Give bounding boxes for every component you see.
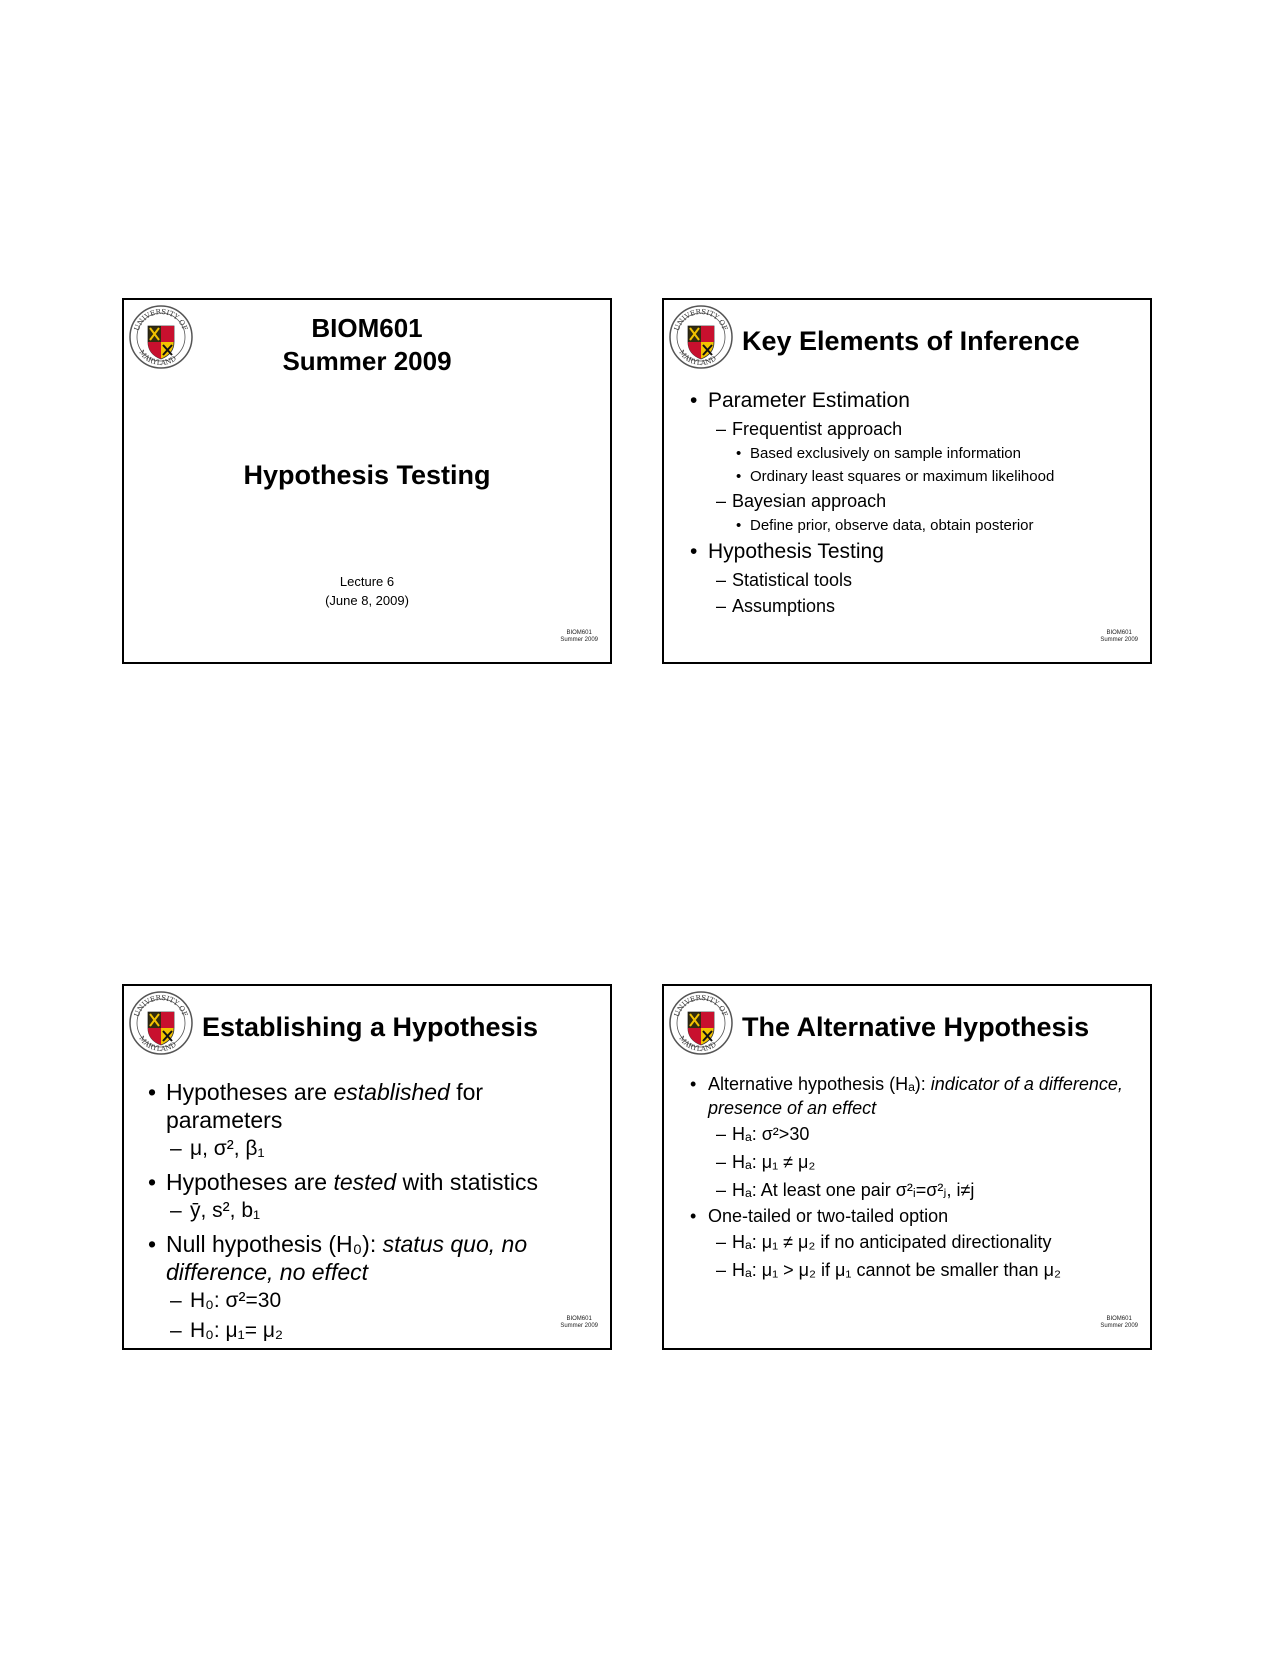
list-item: • One-tailed or two-tailed option: [690, 1206, 949, 1226]
slide-body: [690, 386, 1140, 619]
list-item: – μ, σ², β₁: [170, 1137, 265, 1160]
lecture-topic: Hypothesis Testing: [243, 460, 491, 490]
list-item: • Hypotheses are established for parameters: [148, 1079, 484, 1133]
slide-footer: BIOM601 Summer 2009: [1100, 630, 1138, 643]
slide-body: [690, 1072, 1145, 1284]
list-item: – ȳ, s², b₁: [170, 1199, 261, 1222]
list-item: – Hₐ: μ₁ ≠ μ₂ if no anticipated directionality: [716, 1232, 1052, 1252]
list-item: – H₀: σ²=30: [170, 1289, 282, 1312]
list-item: • Based exclusively on sample information: [736, 445, 1021, 462]
list-item: • Hypothesis Testing: [690, 540, 884, 563]
list-item: • Null hypothesis (H₀): status quo, no difference, no effect: [148, 1231, 528, 1285]
slide-body: [148, 1074, 588, 1346]
slide-heading: Establishing a Hypothesis: [202, 1012, 539, 1042]
list-item: – Hₐ: σ²>30: [716, 1124, 810, 1144]
slide-alternative-hypothesis: [662, 984, 1152, 1350]
slide-footer: BIOM601 Summer 2009: [560, 1316, 598, 1329]
slide-heading: The Alternative Hypothesis: [742, 1012, 1090, 1042]
list-item: – Bayesian approach: [716, 491, 887, 511]
list-item: • Alternative hypothesis (Hₐ): indicator of a difference, presence of an effect: [690, 1074, 1123, 1118]
course-title: [124, 312, 610, 378]
slide-establishing-hypothesis: [122, 984, 612, 1350]
list-item: – Hₐ: μ₁ > μ₂ if μ₁ cannot be smaller than μ₂: [716, 1260, 1061, 1280]
list-item: – Frequentist approach: [716, 419, 903, 439]
list-item: • Hypotheses are tested with statistics: [148, 1169, 539, 1195]
list-item: – Hₐ: At least one pair σ²ᵢ=σ²ⱼ, i≠j: [716, 1180, 975, 1200]
slide-footer: BIOM601 Summer 2009: [560, 630, 598, 643]
course-term: Summer 2009: [282, 346, 452, 376]
course-code: BIOM601: [311, 313, 423, 343]
lecture-number: Lecture 6: [339, 574, 395, 589]
list-item: • Ordinary least squares or maximum likelihood: [736, 468, 1055, 485]
slide-key-elements: [662, 298, 1152, 664]
university-seal-icon: [668, 990, 734, 1056]
university-seal-icon: [128, 990, 194, 1056]
slide-footer: BIOM601 Summer 2009: [1100, 1316, 1138, 1329]
lecture-info: [124, 572, 610, 610]
lecture-date: (June 8, 2009): [325, 593, 409, 608]
list-item: – Assumptions: [716, 596, 836, 616]
list-item: – H₀: μ₁= μ₂: [170, 1319, 284, 1342]
list-item: • Parameter Estimation: [690, 389, 910, 412]
slide-title: [122, 298, 612, 664]
university-seal-icon: [668, 304, 734, 370]
slide-heading: Key Elements of Inference: [742, 326, 1080, 356]
list-item: – Hₐ: μ₁ ≠ μ₂: [716, 1152, 816, 1172]
list-item: – Statistical tools: [716, 570, 853, 590]
list-item: • Define prior, observe data, obtain posterior: [736, 517, 1034, 534]
